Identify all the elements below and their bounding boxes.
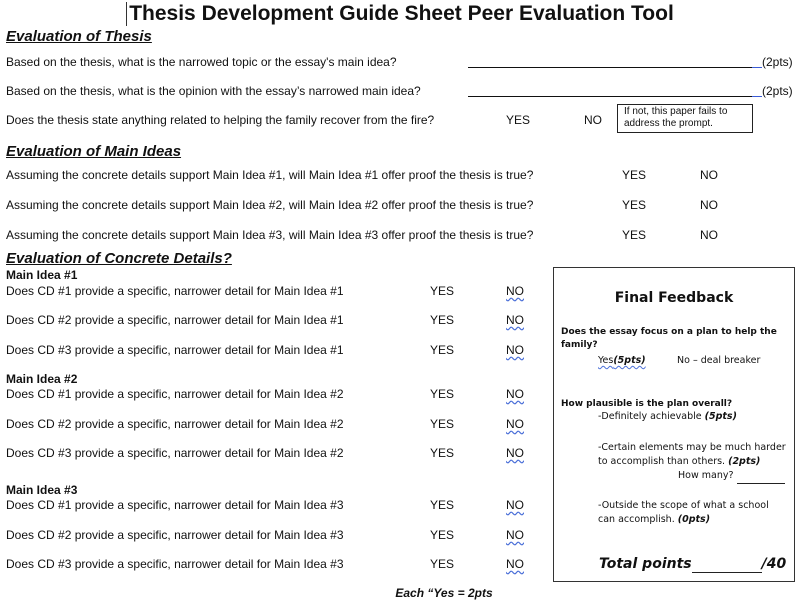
concrete-detail-question: Does CD #3 provide a specific, narrower detail for Main Idea #3 — [6, 557, 344, 571]
no-option[interactable]: NO — [700, 228, 718, 242]
yes-option[interactable]: YES — [430, 498, 455, 512]
thesis-question-prompt: Does the thesis state anything related to helping the family recover from the fire? — [6, 113, 435, 127]
answer-line-opinion[interactable] — [468, 96, 760, 97]
main-idea-question: Assuming the concrete details support Main Idea #1, will Main Idea #1 offer proof the thesis is true? — [6, 168, 534, 182]
main-idea-subheading: Main Idea #2 — [6, 372, 78, 386]
no-option[interactable]: NO — [700, 168, 718, 182]
yes-option[interactable]: YES — [430, 313, 455, 327]
concrete-detail-question: Does CD #3 provide a specific, narrower detail for Main Idea #2 — [6, 446, 344, 460]
main-idea-subheading: Main Idea #1 — [6, 268, 78, 282]
no-option[interactable]: NO — [506, 387, 524, 401]
answer-line-topic[interactable] — [468, 67, 760, 68]
total-points: Total points /40 — [599, 556, 787, 572]
no-option[interactable]: NO — [506, 284, 524, 298]
focus-no-option[interactable]: No – deal breaker — [677, 355, 761, 366]
no-option[interactable]: NO — [506, 343, 524, 357]
concrete-detail-question: Does CD #3 provide a specific, narrower detail for Main Idea #1 — [6, 343, 344, 357]
concrete-detail-question: Does CD #1 provide a specific, narrower detail for Main Idea #3 — [6, 498, 344, 512]
section-heading-thesis: Evaluation of Thesis — [6, 28, 152, 45]
main-idea-question: Assuming the concrete details support Main Idea #3, will Main Idea #3 offer proof the thesis is true? — [6, 228, 534, 242]
thesis-question-opinion: Based on the thesis, what is the opinion with the essay’s narrowed main idea? — [6, 84, 421, 98]
yes-option[interactable]: YES — [430, 387, 455, 401]
concrete-detail-question: Does CD #1 provide a specific, narrower detail for Main Idea #1 — [6, 284, 344, 298]
concrete-detail-question: Does CD #2 provide a specific, narrower detail for Main Idea #3 — [6, 528, 344, 542]
final-feedback-panel — [553, 267, 795, 582]
no-option[interactable]: NO — [506, 313, 524, 327]
focus-question: Does the essay focus on a plan to help the family? — [561, 327, 777, 350]
total-points-blank[interactable] — [692, 556, 762, 573]
points-label: (2pts) — [762, 55, 793, 69]
yes-option[interactable]: YES — [430, 284, 455, 298]
yes-option[interactable]: YES — [430, 343, 455, 357]
final-feedback-title: Final Feedback — [614, 290, 734, 306]
yes-option[interactable]: YES — [622, 198, 647, 212]
yes-option[interactable]: YES — [622, 228, 647, 242]
section-heading-concrete-details: Evaluation of Concrete Details? — [6, 250, 232, 267]
focus-yes-option[interactable]: Yes(5pts) — [598, 355, 646, 366]
section-heading-main-ideas: Evaluation of Main Ideas — [6, 143, 182, 160]
scoring-note: Each “Yes = 2pts — [395, 586, 493, 600]
page-title: Thesis Development Guide Sheet Peer Evaluation Tool — [0, 2, 800, 26]
how-many-field[interactable]: How many? — [678, 469, 785, 484]
plausibility-option-out-of-scope[interactable]: -Outside the scope of what a school can accomplish. (0pts) — [598, 500, 769, 525]
plausibility-option-harder[interactable]: -Certain elements may be much harder to accomplish than others. (2pts) — [598, 442, 786, 467]
yes-option[interactable]: YES — [430, 528, 455, 542]
main-idea-question: Assuming the concrete details support Main Idea #2, will Main Idea #2 offer proof the thesis is true? — [6, 198, 534, 212]
no-option[interactable]: NO — [506, 557, 524, 571]
no-option[interactable]: NO — [506, 446, 524, 460]
plausibility-question: How plausible is the plan overall? — [561, 399, 733, 409]
no-option[interactable]: NO — [506, 498, 524, 512]
yes-option[interactable]: YES — [506, 113, 531, 127]
points-label: (2pts) — [762, 84, 793, 98]
yes-option[interactable]: YES — [622, 168, 647, 182]
yes-option[interactable]: YES — [430, 446, 455, 460]
thesis-question-topic: Based on the thesis, what is the narrowed topic or the essay's main idea? — [6, 55, 397, 69]
no-option[interactable]: NO — [506, 528, 524, 542]
concrete-detail-question: Does CD #2 provide a specific, narrower detail for Main Idea #2 — [6, 417, 344, 431]
yes-option[interactable]: YES — [430, 417, 455, 431]
no-option[interactable]: NO — [506, 417, 524, 431]
main-idea-subheading: Main Idea #3 — [6, 483, 78, 497]
concrete-detail-question: Does CD #2 provide a specific, narrower detail for Main Idea #1 — [6, 313, 344, 327]
no-option[interactable]: NO — [584, 113, 602, 127]
concrete-detail-question: Does CD #1 provide a specific, narrower detail for Main Idea #2 — [6, 387, 344, 401]
prompt-warning-note: If not, this paper fails to address the prompt. — [617, 104, 753, 133]
yes-option[interactable]: YES — [430, 557, 455, 571]
plausibility-option-achievable[interactable]: -Definitely achievable (5pts) — [598, 411, 737, 422]
no-option[interactable]: NO — [700, 198, 718, 212]
